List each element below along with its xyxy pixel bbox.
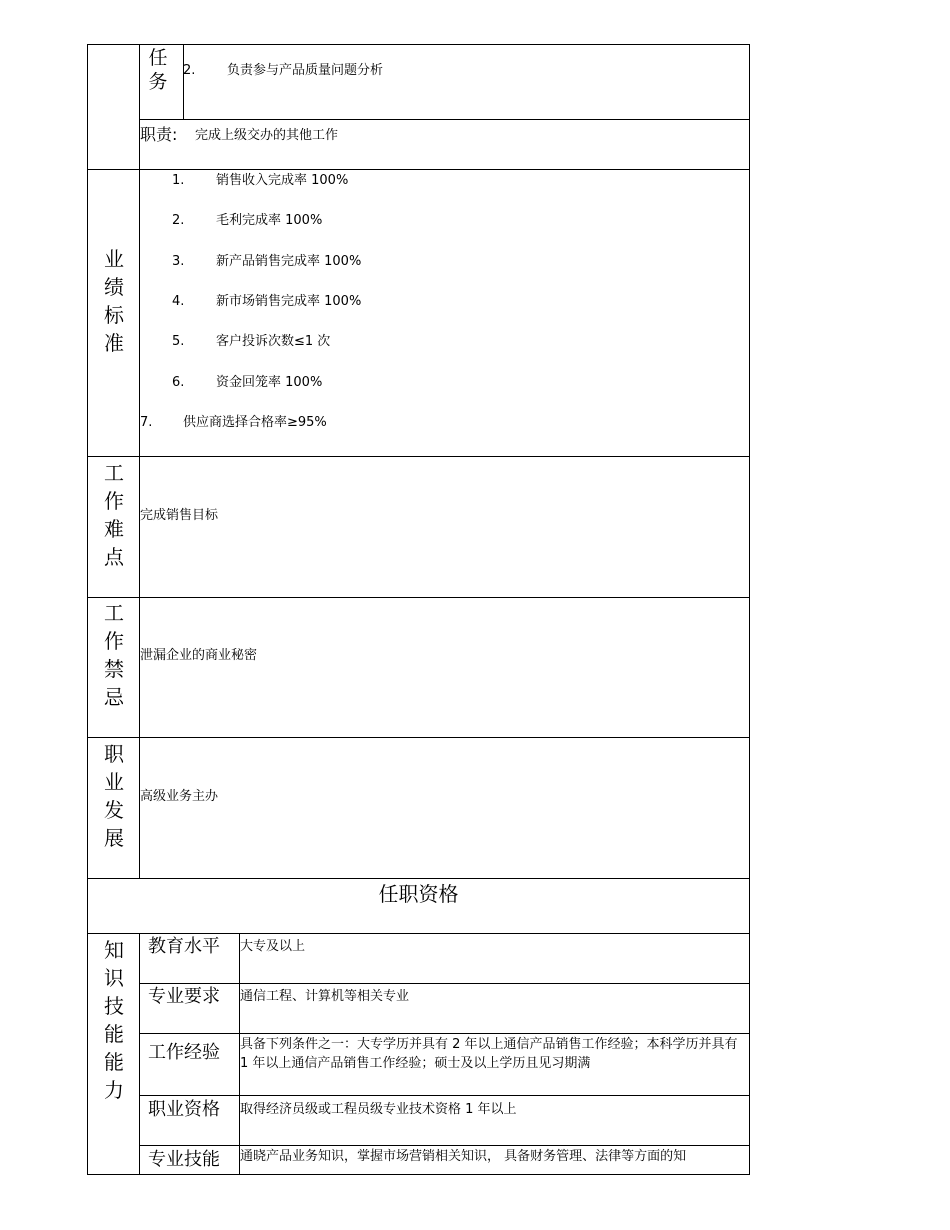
row-line: [139, 119, 750, 120]
education-label: 教育水平: [148, 936, 220, 957]
section-title: 任职资格: [378, 882, 459, 906]
qualification-group-label: 知识技能能力: [104, 938, 124, 1102]
difficulty-text: 完成销售目标: [140, 508, 219, 523]
border-right: [749, 44, 750, 1175]
education-text: 大专及以上: [240, 939, 306, 954]
major-label: 专业要求: [148, 986, 220, 1007]
label-divider-lower: [139, 933, 140, 1175]
list-item: 供应商选择合格率≥95%: [183, 415, 327, 430]
list-item-number: 6.: [172, 375, 185, 390]
row-line: [87, 737, 750, 738]
list-item-number: 7.: [140, 415, 153, 430]
certification-label: 职业资格: [148, 1099, 220, 1120]
task-divider: [183, 44, 184, 120]
list-item-number: 5.: [172, 334, 185, 349]
border-bottom: [87, 1174, 750, 1175]
row-line: [87, 456, 750, 457]
list-item: 新产品销售完成率 100%: [216, 254, 362, 269]
row-line: [87, 933, 750, 934]
taboo-label: 工作禁忌: [104, 601, 124, 709]
border-top: [87, 44, 750, 45]
row-line: [139, 1033, 750, 1034]
certification-text: 取得经济员级或工程员级专业技术资格 1 年以上: [240, 1102, 517, 1117]
row-line: [87, 597, 750, 598]
task-text: 负责参与产品质量问题分析: [227, 63, 384, 78]
row-line: [87, 169, 750, 170]
major-text: 通信工程、计算机等相关专业: [240, 989, 410, 1004]
list-item-number: 4.: [172, 294, 185, 309]
row-line: [87, 878, 750, 879]
career-label: 职业发展: [104, 742, 124, 850]
task-number: 2.: [183, 63, 196, 78]
list-item: 客户投诉次数≤1 次: [216, 334, 331, 349]
task-label: 任务: [148, 47, 168, 93]
taboo-text: 泄漏企业的商业秘密: [140, 648, 258, 663]
skills-text: 通晓产品业务知识，掌握市场营销相关知识， 具备财务管理、法律等方面的知: [240, 1149, 687, 1164]
performance-label: 业绩标准: [104, 247, 124, 355]
list-item: 销售收入完成率 100%: [216, 173, 349, 188]
duty-text: 完成上级交办的其他工作: [195, 128, 339, 143]
duty-label: 职责:: [140, 125, 178, 144]
list-item: 资金回笼率 100%: [216, 375, 323, 390]
list-item-number: 1.: [172, 173, 185, 188]
row-line: [139, 983, 750, 984]
career-text: 高级业务主办: [140, 789, 219, 804]
list-item: 新市场销售完成率 100%: [216, 294, 362, 309]
list-item: 毛利完成率 100%: [216, 213, 323, 228]
list-item-number: 3.: [172, 254, 185, 269]
row-line: [139, 1145, 750, 1146]
experience-label: 工作经验: [148, 1042, 220, 1063]
list-item-number: 2.: [172, 213, 185, 228]
row-line: [139, 1095, 750, 1096]
border-left: [87, 44, 88, 1175]
skills-label: 专业技能: [148, 1149, 220, 1170]
experience-text: 具备下列条件之一：大专学历并具有 2 年以上通信产品销售工作经验；本科学历并具有 1 年以上通信产品销售工作经验；硕士及以上学历且见习期满: [240, 1037, 738, 1071]
difficulty-label: 工作难点: [104, 461, 124, 569]
